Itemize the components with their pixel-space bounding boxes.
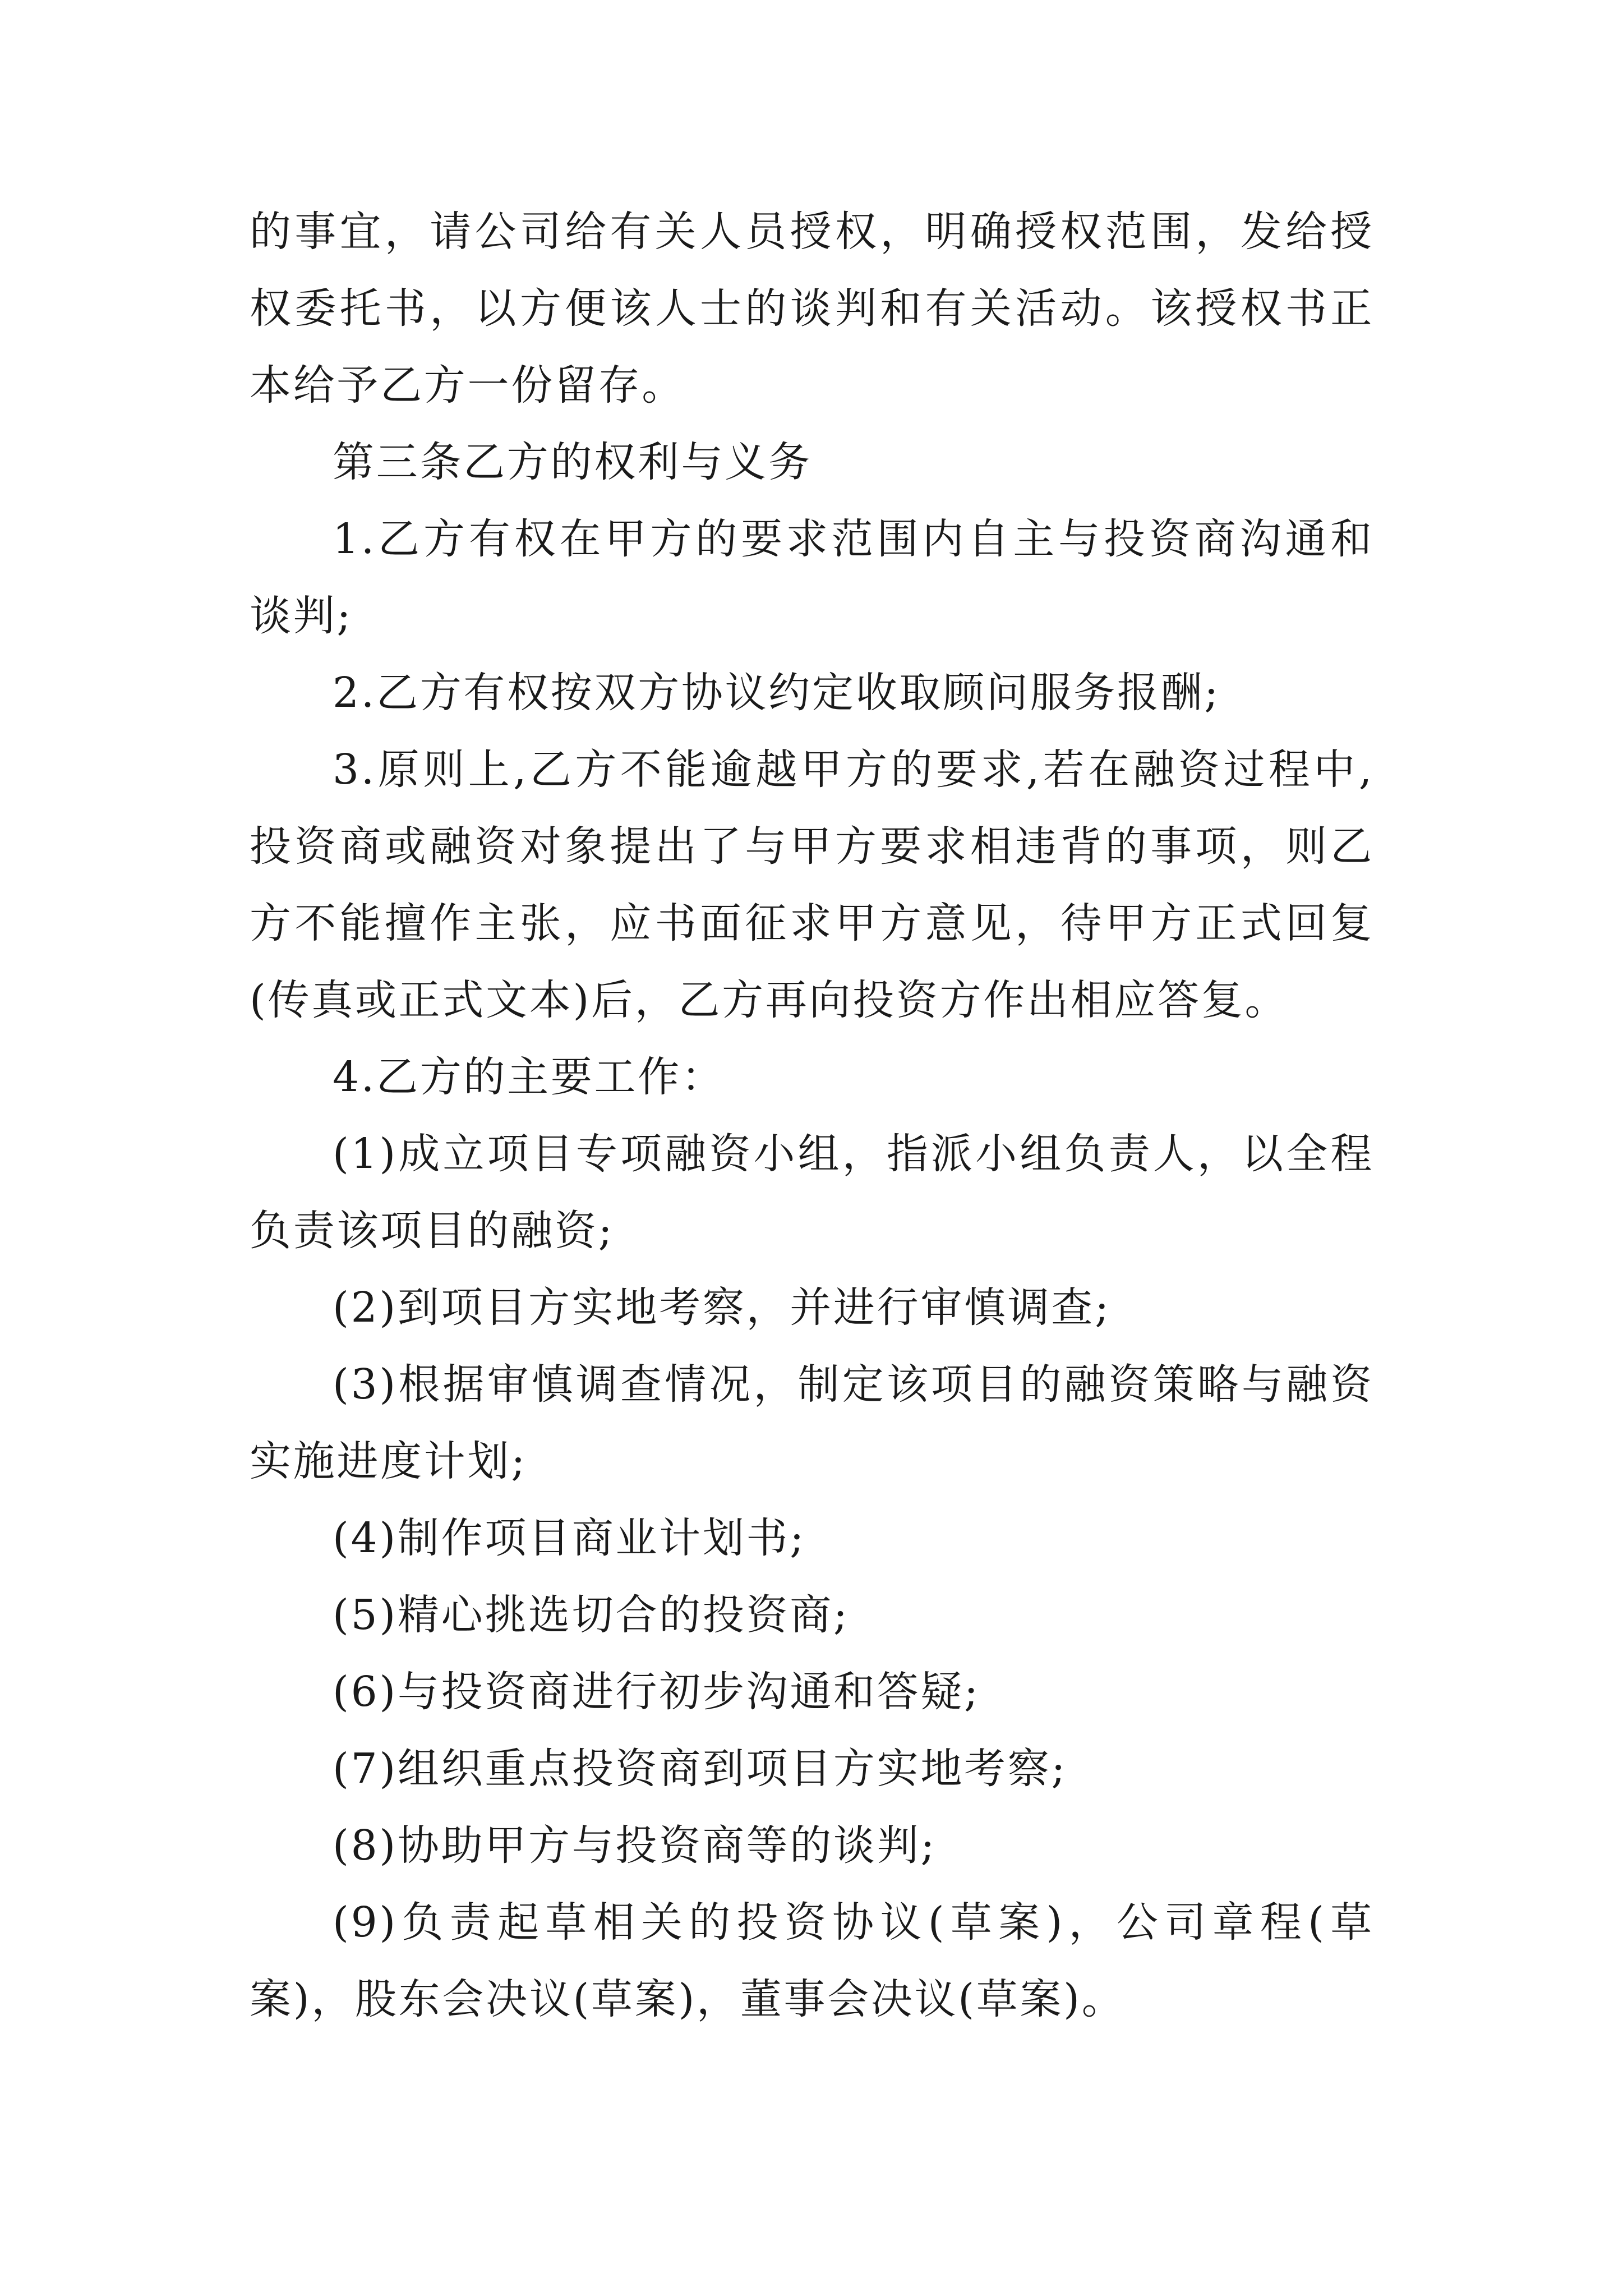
paragraph-item-4: 4.乙方的主要工作： <box>333 1053 725 1101</box>
list-item-8: (8)协助甲方与投资商等的谈判; <box>333 1821 937 1870</box>
list-item-3: (3)根据审慎调查情况，制定该项目的融资策略与融资实施进度计划; <box>250 1360 1374 1485</box>
list-item-4: (4)制作项目商业计划书; <box>333 1514 806 1562</box>
document-body <box>250 194 1374 2038</box>
article-heading: 第三条乙方的权利与义务 <box>333 438 812 486</box>
list-item-7: (7)组织重点投资商到项目方实地考察; <box>333 1745 1068 1793</box>
paragraph-continuation: 的事宜，请公司给有关人员授权，明确授权范围，发给授权委托书，以方便该人士的谈判和有关活动。该授权书正本给予乙方一份留存。 <box>250 208 1374 409</box>
paragraph-item-3: 3.原则上,乙方不能逾越甲方的要求,若在融资过程中,投资商或融资对象提出了与甲方要求相违背的事项，则乙方不能擅作主张，应书面征求甲方意见，待甲方正式回复(传真或正式文本)后，乙方再向投资方作出相应答复。 <box>250 746 1374 1024</box>
list-item-5: (5)精心挑选切合的投资商; <box>333 1591 850 1639</box>
paragraph-item-2: 2.乙方有权按双方协议约定收取顾问服务报酬; <box>333 669 1220 717</box>
paragraph-item-1: 1.乙方有权在甲方的要求范围内自主与投资商沟通和谈判; <box>250 515 1374 640</box>
list-item-1: (1)成立项目专项融资小组，指派小组负责人，以全程负责该项目的融资; <box>250 1130 1374 1255</box>
list-item-9: (9)负责起草相关的投资协议(草案)，公司章程(草案)，股东会决议(草案)，董事会决议(草案)。 <box>250 1898 1374 2023</box>
list-item-6: (6)与投资商进行初步沟通和答疑; <box>333 1668 980 1716</box>
list-item-2: (2)到项目方实地考察，并进行审慎调查; <box>333 1283 1111 1332</box>
